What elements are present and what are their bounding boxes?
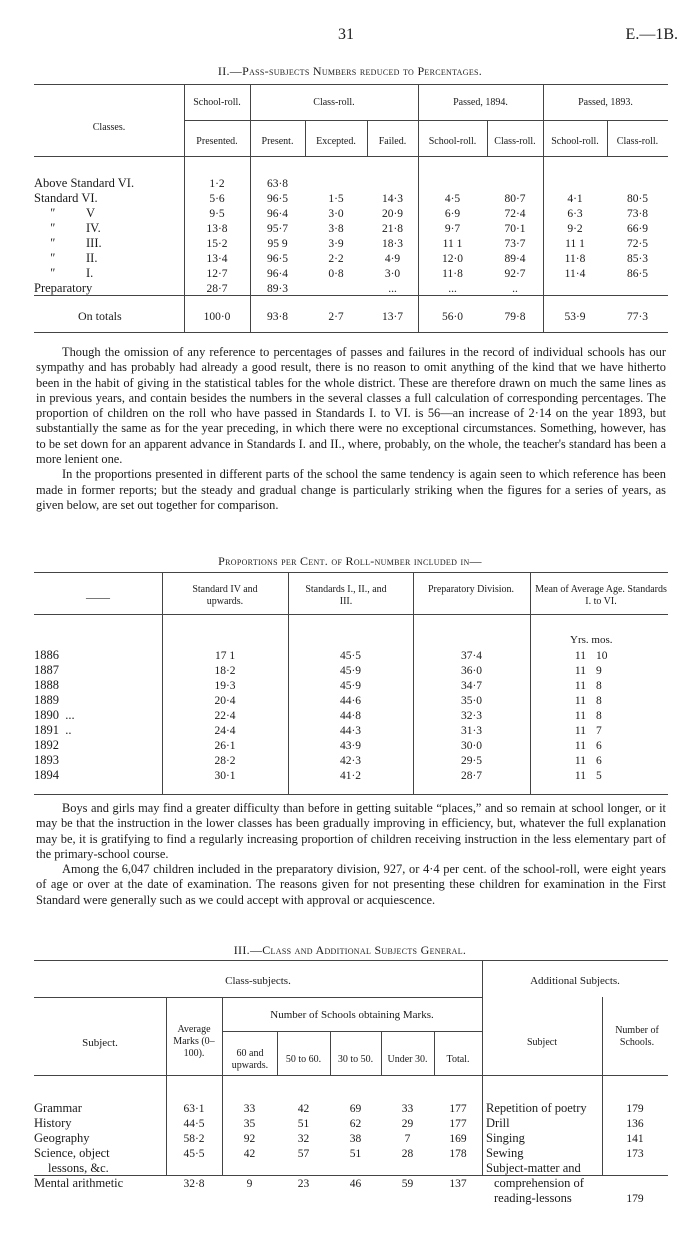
table1-cell: 85·3 [626, 252, 649, 265]
std123-value: 45·5 [339, 649, 362, 662]
additional-count: 179 [626, 1192, 644, 1205]
class-name: V [86, 206, 96, 220]
table1-cell: .. [512, 282, 518, 295]
additional-count: 173 [626, 1147, 644, 1160]
paragraph: Boys and girls may find a greater difficulty than before in getting suitable “places,” and so remain at school longer, or it may be that the instruction in the lower classes has been gradually improving in efficiency, but, whatever the full explanation may be, it is gratifying to find a regularly increasing proportion of children receiving instruction in the less elementary part of the primary-school course. [36, 801, 666, 861]
table1-cell: 3·9 [328, 237, 344, 250]
table3-header-bottom-rule [34, 1075, 668, 1076]
additional-subject: reading-lessons [494, 1191, 572, 1205]
std4-value: 24·4 [214, 724, 236, 737]
mean-years: 11 [574, 679, 586, 692]
table1-cell: 96·5 [266, 252, 289, 265]
totals-cell: 77·3 [626, 310, 649, 323]
std123-value: 43·9 [339, 739, 362, 752]
table1-cell [543, 176, 607, 191]
table1-top-rule [34, 84, 668, 85]
marks-30-50: 69 [349, 1102, 362, 1115]
std123-value: 44·3 [339, 724, 362, 737]
subject-name: lessons, &c. [48, 1161, 109, 1175]
table3-header-add-number: Number of Schools. [615, 1025, 659, 1048]
table3-row [34, 1176, 482, 1191]
additional-subject: Singing [486, 1131, 525, 1145]
additional-count [602, 1176, 668, 1191]
mean-months: 5 [596, 769, 602, 782]
prep-value: 29·5 [460, 754, 483, 767]
table1-cell: 3·0 [328, 207, 344, 220]
table1-bottom-rule [34, 332, 668, 333]
additional-subject: Sewing [486, 1146, 524, 1160]
std123-value: 45·9 [339, 664, 362, 677]
table1-cell: 11 1 [442, 237, 463, 250]
class-label [34, 206, 184, 221]
std4-value: 19·3 [214, 679, 236, 692]
table1-cell: 4·5 [444, 192, 461, 205]
additional-count [602, 1161, 668, 1176]
table1-header-passed-1894: Passed, 1894. [453, 97, 508, 108]
additional-subject: Subject-matter and [486, 1161, 581, 1175]
table1-totals-row [34, 309, 668, 324]
table1-cell: 1·5 [328, 192, 344, 205]
table2-row [34, 693, 668, 708]
prep-value: 35·0 [460, 694, 483, 707]
table1-cell: 80·5 [626, 192, 649, 205]
table3-header-total: Total. [446, 1054, 470, 1065]
table1-cell: 73·8 [626, 207, 649, 220]
table1-cell: 11 1 [565, 237, 585, 250]
totals-cell: 93·8 [266, 310, 289, 323]
body-text-1 [36, 345, 666, 513]
marks-total: 177 [449, 1102, 467, 1115]
table1-cell: 11·8 [564, 252, 586, 265]
marks-60-up [222, 1161, 277, 1176]
marks-under-30: 59 [401, 1177, 414, 1190]
table1-cell: 3·8 [328, 222, 344, 235]
table1-cell: 12·7 [206, 267, 228, 280]
prep-value: 32·3 [460, 709, 483, 722]
class-label [34, 251, 184, 266]
marks-under-30: 28 [401, 1147, 414, 1160]
marks-60-up: 33 [243, 1102, 256, 1115]
table3-row [34, 1116, 482, 1131]
table1-cell [607, 281, 668, 296]
table1-header-class-roll-1893: Class-roll. [616, 136, 659, 147]
marks-50-60: 32 [297, 1132, 310, 1145]
year: 1888 [34, 678, 59, 692]
table1-body [34, 176, 668, 296]
ditto-mark: " [49, 206, 55, 220]
table1-cell: 3·0 [384, 267, 401, 280]
table3-rule [222, 1031, 482, 1032]
table1-header-school-roll: School-roll. [193, 97, 241, 108]
totals-label: On totals [78, 309, 122, 323]
subject-name: Grammar [34, 1101, 82, 1115]
table1-header-classes: Classes. [92, 122, 126, 133]
table1-row [34, 281, 668, 296]
prep-value: 37·4 [460, 649, 483, 662]
table1-cell: 4·9 [384, 252, 401, 265]
marks-50-60: 57 [297, 1147, 310, 1160]
average-marks: 58·2 [183, 1132, 205, 1145]
marks-60-up: 42 [243, 1147, 256, 1160]
table1-totals-rule [34, 295, 668, 296]
table1-cell: 4·1 [567, 192, 583, 205]
table3-header-subject: Subject. [82, 1037, 118, 1049]
table1-cell [543, 281, 607, 296]
table2-header-mean: Mean of Average Age. Standards I. to VI. [535, 584, 667, 607]
table1-cell [487, 176, 543, 191]
table1-header-school-roll-1893: School-roll. [551, 136, 599, 147]
marks-30-50 [330, 1161, 381, 1176]
table1-cell: ... [388, 282, 397, 295]
mean-months: 8 [596, 694, 602, 707]
subject-name: Geography [34, 1131, 90, 1145]
class-label [34, 221, 184, 236]
year: 1886 [34, 648, 59, 662]
additional-row [482, 1176, 668, 1191]
additional-row [482, 1161, 668, 1176]
table3-row [34, 1146, 482, 1161]
body-text-2 [36, 801, 666, 908]
table1-cell: 70·1 [504, 222, 526, 235]
table1-cell [418, 176, 487, 191]
year: 1894 [34, 768, 59, 782]
table2-header-blank: —— [86, 590, 110, 604]
table1-cell: 5·6 [209, 192, 225, 205]
std4-value: 17 1 [214, 649, 236, 662]
std123-value: 44·8 [339, 709, 362, 722]
table1-row [34, 221, 668, 236]
marks-total: 137 [449, 1177, 467, 1190]
table1-cell [607, 176, 668, 191]
std123-value: 41·2 [339, 769, 362, 782]
table1-header-school-roll-1894: School-roll. [428, 136, 477, 147]
marks-total [434, 1161, 482, 1176]
mean-months: 8 [596, 679, 602, 692]
average-marks: 32·8 [183, 1177, 205, 1190]
subject-name: Mental arithmetic [34, 1176, 124, 1190]
paragraph: Among the 6,047 children included in the preparatory division, 927, or 4·4 per cent. of the school-roll, were eight years of age or over at the date of examination. The reasons given for not presenting these children for examination in the First Standard were generally such as we could accept with approval or acquiescence. [36, 862, 666, 907]
table1-cell: 73·7 [504, 237, 526, 250]
marks-under-30: 7 [404, 1132, 411, 1145]
marks-30-50: 46 [349, 1177, 362, 1190]
table1-cell: 95 9 [267, 237, 288, 250]
table1-cell: 2·2 [328, 252, 344, 265]
mean-years: 11 [574, 739, 586, 752]
table3-top-rule [34, 960, 668, 961]
table2-row [34, 768, 668, 783]
marks-total: 177 [449, 1117, 467, 1130]
std123-value: 42·3 [339, 754, 362, 767]
marks-50-60: 42 [297, 1102, 310, 1115]
mean-months: 10 [596, 649, 608, 662]
table3-header-nschools: Number of Schools obtaining Marks. [270, 1009, 434, 1021]
table1-cell: 13·8 [206, 222, 228, 235]
table1-cell: 21·8 [381, 222, 404, 235]
table1-cell: 1·2 [209, 177, 225, 190]
table1-cell: 28·7 [206, 282, 228, 295]
std4-value: 28·2 [214, 754, 236, 767]
table3-header-additional: Additional Subjects. [530, 975, 620, 987]
mean-months: 6 [596, 739, 602, 752]
table1-cell: 12·0 [441, 252, 464, 265]
std4-value: 22·4 [214, 709, 236, 722]
table1-title: II.—Pass-subjects Numbers reduced to Percentages. [217, 64, 483, 78]
prep-value: 34·7 [460, 679, 483, 692]
additional-count: 136 [626, 1117, 644, 1130]
class-label [34, 191, 184, 206]
prep-value: 31·3 [460, 724, 483, 737]
average-marks: 44·5 [183, 1117, 205, 1130]
additional-count: 141 [626, 1132, 644, 1145]
std123-value: 44·6 [339, 694, 362, 707]
table3-header-60: 60 and upwards. [231, 1048, 269, 1071]
table1-cell [305, 176, 367, 191]
additional-row [482, 1146, 668, 1161]
table1-cell: 72·5 [626, 237, 649, 250]
class-label [34, 266, 184, 281]
marks-60-up: 9 [246, 1177, 253, 1190]
mean-months: 8 [596, 709, 602, 722]
additional-row [482, 1116, 668, 1131]
mean-years: 11 [574, 724, 586, 737]
marks-60-up: 35 [243, 1117, 256, 1130]
std4-value: 18·2 [214, 664, 236, 677]
table3-vrule [434, 1031, 435, 1075]
marks-total: 178 [449, 1147, 467, 1160]
subject-name: Science, object [34, 1146, 110, 1160]
totals-cell: 79·8 [504, 310, 526, 323]
page-number: 31 [338, 26, 354, 43]
table1-row [34, 251, 668, 266]
marks-under-30: 33 [401, 1102, 414, 1115]
table1-cell: 66·9 [626, 222, 649, 235]
table1-header-presented: Presented. [196, 136, 238, 147]
average-marks [166, 1161, 222, 1176]
table1-cell: 72·4 [504, 207, 526, 220]
ditto-mark: " [49, 236, 55, 250]
table2-header-std4: Standard IV and upwards. [192, 584, 258, 607]
class-name: Standard VI. [34, 191, 98, 205]
table2-header-std123: Standards I., II., and III. [305, 584, 387, 607]
additional-row [482, 1191, 668, 1206]
class-label [34, 236, 184, 251]
paragraph: In the proportions presented in different parts of the school the same tendency is again seen to which reference has been made in former reports; but the steady and gradual change is particularly striking when the figures for a series of years, as given below, are set out together for comparison. [36, 467, 666, 512]
table2-bottom-rule [34, 794, 668, 795]
class-name: Above Standard VI. [34, 176, 135, 190]
marks-50-60 [277, 1161, 330, 1176]
table1-header-class-roll-1894: Class-roll. [494, 136, 536, 147]
marks-30-50: 38 [349, 1132, 362, 1145]
year: 1889 [34, 693, 59, 707]
marks-30-50: 62 [349, 1117, 362, 1130]
marks-50-60: 51 [297, 1117, 310, 1130]
table2-header-bottom-rule [34, 614, 668, 615]
table1-cell: 63·8 [266, 177, 289, 190]
document-reference: E.—1B. [625, 26, 678, 43]
mean-years: 11 [574, 709, 586, 722]
table3-row [34, 1161, 482, 1176]
table1-cell: 89·3 [266, 282, 289, 295]
table1-header-failed: Failed. [378, 136, 407, 147]
mean-years: 11 [574, 769, 586, 782]
mean-months: 9 [596, 664, 602, 677]
ditto-mark: " [49, 251, 55, 265]
prep-value: 28·7 [460, 769, 483, 782]
marks-30-50: 51 [349, 1147, 362, 1160]
class-label [34, 281, 184, 296]
table3-body [34, 1101, 482, 1191]
marks-60-up: 92 [243, 1132, 256, 1145]
mean-months: 6 [596, 754, 602, 767]
year: 1893 [34, 753, 59, 767]
table2-row [34, 678, 668, 693]
table1-cell [305, 281, 367, 296]
table1-cell: 86·5 [626, 267, 649, 280]
table1-header-present: Present. [261, 136, 294, 147]
table1-cell: 11·8 [442, 267, 463, 280]
ditto-mark: " [49, 221, 55, 235]
table3-header-under30: Under 30. [387, 1054, 428, 1065]
table1-cell: 6·9 [444, 207, 461, 220]
additional-row [482, 1131, 668, 1146]
table3-additional [482, 1101, 668, 1206]
year: 1887 [34, 663, 59, 677]
mean-months: 7 [596, 724, 602, 737]
additional-subject: Repetition of poetry [486, 1101, 587, 1115]
table2-top-rule [34, 572, 668, 573]
table1-cell: 6·3 [567, 207, 583, 220]
table3-vrule [381, 1031, 382, 1075]
totals-cell: 100·0 [203, 310, 231, 323]
table1-cell: 92·7 [504, 267, 526, 280]
mean-years: 11 [574, 664, 586, 677]
class-name: IV. [86, 221, 101, 235]
std4-value: 30·1 [214, 769, 236, 782]
table1-row [34, 236, 668, 251]
table1-row [34, 191, 668, 206]
table1-cell: 0·8 [328, 267, 344, 280]
table3-header-30: 30 to 50. [337, 1054, 374, 1065]
class-name: Preparatory [34, 281, 93, 295]
table1-row [34, 206, 668, 221]
table2-row [34, 723, 668, 738]
additional-row [482, 1101, 668, 1116]
year: 1892 [34, 738, 59, 752]
table3-vrule [277, 1031, 278, 1075]
table1-totals [34, 309, 668, 324]
table1-cell: 96·4 [266, 207, 289, 220]
table1-row [34, 176, 668, 191]
table3-row [34, 1101, 482, 1116]
additional-subject: comprehension of [494, 1176, 584, 1190]
table1-cell: 9·2 [567, 222, 583, 235]
std123-value: 45·9 [339, 679, 362, 692]
marks-50-60: 23 [297, 1177, 310, 1190]
table3-rule [34, 997, 482, 998]
table1-cell: 20·9 [381, 207, 404, 220]
year: 1890 ... [34, 708, 75, 722]
ditto-mark: " [49, 266, 55, 280]
table1-mid-rule [184, 120, 668, 121]
table2-row [34, 663, 668, 678]
marks-under-30: 29 [401, 1117, 414, 1130]
table1-cell: ... [448, 282, 457, 295]
class-label [34, 176, 184, 191]
table1-cell [367, 176, 418, 191]
class-name: III. [86, 236, 102, 250]
additional-count: 179 [626, 1102, 644, 1115]
table2-title: Proportions per Cent. of Roll-number included in— [218, 554, 482, 568]
table3-vrule [330, 1031, 331, 1075]
table1-header-class-roll: Class-roll. [313, 97, 355, 108]
class-name: II. [86, 251, 98, 265]
totals-cell: 56·0 [441, 310, 464, 323]
totals-cell: 53·9 [564, 310, 586, 323]
table1-row [34, 266, 668, 281]
table2-row [34, 753, 668, 768]
table1-cell: 96·5 [266, 192, 289, 205]
table1-cell: 15·2 [206, 237, 228, 250]
year: 1891 .. [34, 723, 72, 737]
std4-value: 20·4 [214, 694, 236, 707]
table1-header-passed-1893: Passed, 1893. [578, 97, 633, 108]
table3-header-add-subject: Subject [527, 1037, 557, 1048]
marks-under-30 [381, 1161, 434, 1176]
average-marks: 45·5 [183, 1147, 205, 1160]
table1-cell: 11·4 [564, 267, 586, 280]
table1-cell: 14·3 [381, 192, 404, 205]
table1-cell: 80·7 [504, 192, 526, 205]
mean-years: 11 [574, 694, 586, 707]
table1-header-bottom-rule [34, 156, 668, 157]
table3-bottom-rule [34, 1175, 668, 1176]
table1-cell: 9·5 [209, 207, 225, 220]
totals-cell: 2·7 [328, 310, 344, 323]
average-marks: 63·1 [183, 1102, 205, 1115]
table2-units: Yrs. mos. [570, 634, 613, 646]
table2-header-prep: Preparatory Division. [427, 584, 515, 595]
mean-years: 11 [574, 754, 586, 767]
paragraph: Though the omission of any reference to percentages of passes and failures in the record of individual schools has our sympathy and has probably had already a good result, there is no reason to omit anything of the kind that we have hitherto been in the habit of giving in the statistical tables for the whole district. These are therefore drawn on much the same lines as in previous years, and contain besides the numbers in the several classes a full calculation of corresponding percentages. The proportion of children on the roll who have passed in Standards I. to VI. is 56—an increase of 2·14 on the year 1893, but substantially the same as for the year preceding, in which there were no exceptional circumstances. Something, however, has to be set down for an apparent advance in Standards I. and II., where, probably, on the whole, the teacher's standard has been a more lenient one. [36, 345, 666, 467]
table2-row [34, 738, 668, 753]
table1-header-excepted: Excepted. [316, 136, 356, 147]
class-name: I. [86, 266, 94, 280]
table3-row [34, 1131, 482, 1146]
std4-value: 26·1 [214, 739, 236, 752]
table1-cell: 9·7 [444, 222, 461, 235]
table2-row [34, 708, 668, 723]
table1-cell: 18·3 [381, 237, 404, 250]
table3-header-class-subjects: Class-subjects. [225, 975, 291, 987]
additional-subject: Drill [486, 1116, 510, 1130]
mean-years: 11 [574, 649, 586, 662]
prep-value: 36·0 [460, 664, 483, 677]
table3-header-avg: Average Marks (0–100). [173, 1024, 215, 1059]
table1-cell: 89·4 [504, 252, 526, 265]
marks-total: 169 [449, 1132, 467, 1145]
table1-cell: 95·7 [266, 222, 289, 235]
table1-cell: 96·4 [266, 267, 289, 280]
subject-name: History [34, 1116, 72, 1130]
table1-cell: 13·4 [206, 252, 228, 265]
table3-header-50: 50 to 60. [285, 1054, 322, 1065]
table2-row [34, 648, 668, 663]
table3-title: III.—Class and Additional Subjects General. [233, 943, 467, 957]
prep-value: 30·0 [460, 739, 483, 752]
table2-body [34, 648, 668, 783]
totals-cell: 13·7 [381, 310, 404, 323]
